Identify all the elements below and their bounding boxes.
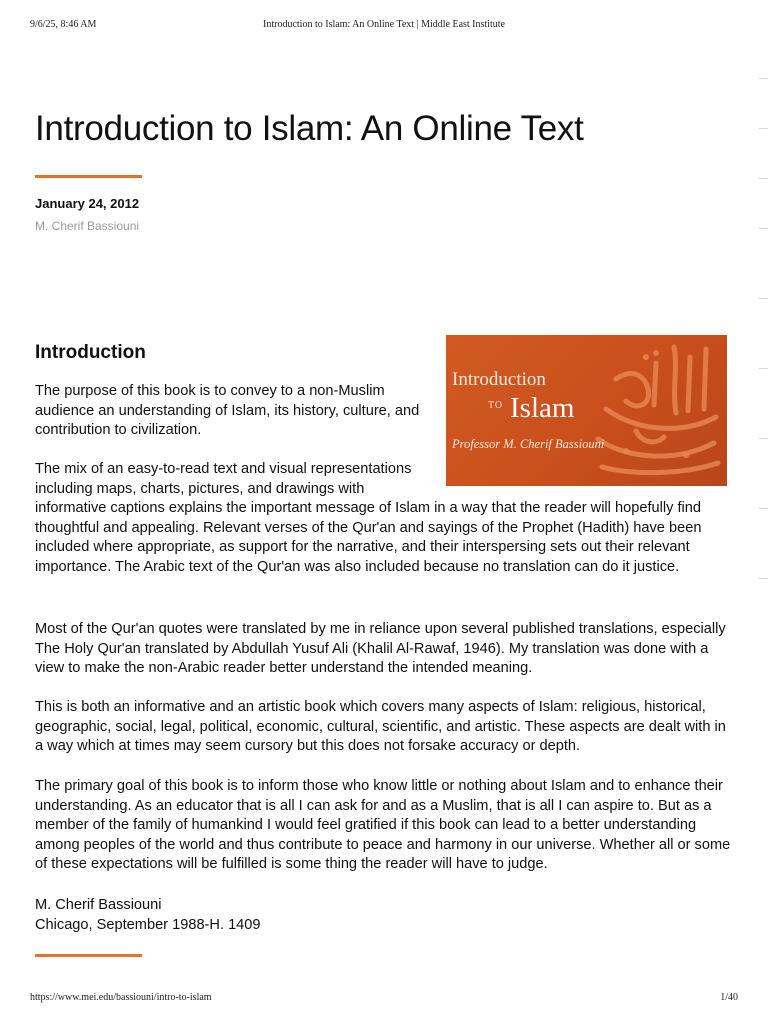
cover-wrap-spacer: [420, 460, 731, 488]
page-number: 1/40: [720, 992, 738, 1003]
signature-place: Chicago, September 1988-H. 1409: [35, 916, 261, 933]
print-url[interactable]: https://www.mei.edu/bassiouni/intro-to-islam: [30, 992, 212, 1003]
paragraph-3: Most of the Qur'an quotes were translated by me in reliance upon several published translations, especially The Holy Qur'an translated by Abdullah Yusuf Ali (Khalil Al-Rawaf, 1946). My translation was done with a view to make the non-Arabic reader better understand the intended meaning.: [35, 621, 726, 677]
print-page-title: Introduction to Islam: An Online Text | Middle East Institute: [263, 19, 505, 30]
print-header: [0, 19, 768, 33]
signature-name: M. Cherif Bassiouni: [35, 897, 162, 913]
article-date: January 24, 2012: [35, 196, 140, 211]
signature-block: [35, 896, 261, 935]
cover-author: Professor M. Cherif Bassiouni: [452, 437, 605, 451]
paragraph-2: The mix of an easy-to-read text and visual representations including maps, charts, pictures, and drawings with informative captions explains the important message of Islam in a way that the reader will hopefully find thoughtful and appealing. Relevant verses of the Qur'an and sayings of the Prophet (Hadith) have been included where appropriate, as support for the narrative, and their interspersing sets out their relevant importance. The Arabic text of the Qur'an was also included because no translation can do it justice.: [35, 460, 731, 578]
paragraph-5: The primary goal of this book is to inform those who know little or nothing about Islam and to enhance their understanding. As an educator that is all I can ask for and as a Muslim, that is all I can aspire to. But as a member of the family of humankind I would feel gratified if this book can lead to a better understanding among peoples of the world and thus contribute to peace and harmony in our universe. Whether all or some of these expectations will be fulfilled is some thing the reader will have to judge.: [35, 778, 731, 873]
article-title: Introduction to Islam: An Online Text: [35, 109, 584, 148]
cover-title-line2: Islam: [510, 392, 575, 424]
cover-title-line1: Introduction: [452, 369, 546, 390]
footer-accent-bar: [35, 954, 142, 957]
paragraph-1: The purpose of this book is to convey to a non-Muslim audience an understanding of Islam, its history, culture, and contribution to civilization.: [35, 383, 420, 439]
section-heading: Introduction: [35, 342, 146, 363]
article-author[interactable]: M. Cherif Bassiouni: [35, 219, 140, 233]
print-footer: [0, 992, 768, 1006]
right-edge-rules: [759, 0, 768, 1024]
cover-title-to: TO: [488, 400, 504, 411]
print-timestamp: 9/6/25, 8:46 AM: [30, 19, 97, 30]
paragraph-4: This is both an informative and an artistic book which covers many aspects of Islam: religious, historical, geographic, social, legal, political, economic, cultural, scientific, and artistic. These aspects are dealt with in a way which at times may seem cursory but this does not forsake accuracy or depth.: [35, 699, 726, 755]
title-accent-bar: [35, 175, 142, 178]
